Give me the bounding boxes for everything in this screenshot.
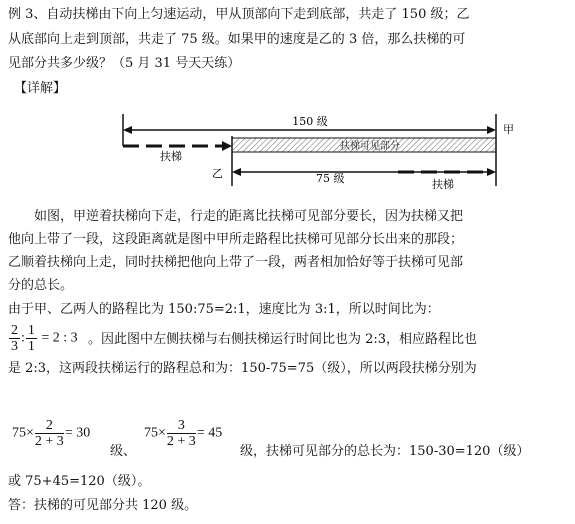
calc1-result: = 30: [64, 425, 91, 441]
ratio-fraction-b: [26, 323, 37, 354]
ratio-fraction-a: [9, 323, 20, 354]
ratio-b-denominator: 1: [27, 339, 35, 354]
problem-line-1: 例 3、自动扶梯由下向上匀速运动，甲从顶部向下走到底部，共走了 150 级；乙: [8, 7, 470, 22]
problem-line-2: 从底部向上走到顶部，共走了 75 级。如果甲的速度是乙的 3 倍，那么扶梯的可: [8, 32, 466, 47]
calc1-numerator: 2: [35, 418, 64, 434]
calc2-denominator: 2 + 3: [166, 434, 196, 449]
calc2-prefix: 75×: [144, 425, 166, 441]
explanation-line-6: 。因此图中左侧扶梯与右侧扶梯运行时间比也为 2:3，相应路程比也: [88, 332, 478, 347]
top-arrowhead-left: [123, 126, 132, 134]
person-a-label: 甲: [503, 123, 514, 136]
calc2-unit: 级，扶梯可见部分的总长为：150-30=120（级）: [240, 444, 530, 459]
escalator-diagram: [0, 100, 575, 200]
calc2-result: = 45: [196, 425, 223, 441]
calc2-fraction: [167, 418, 196, 449]
calc1-unit: 级、: [110, 444, 137, 459]
ratio-result: = 2 : 3: [41, 330, 78, 346]
visible-section-label: 扶梯可见部分: [340, 141, 400, 152]
top-length-label: 150 级: [292, 115, 328, 128]
explanation-line-2: 他向上带了一段，这段距离就是图中甲所走路程比扶梯可见部分长出来的那段；: [8, 232, 464, 247]
calc1-denominator: 2 + 3: [34, 434, 64, 449]
calc-left-segment: [12, 418, 90, 449]
solution-heading: 【详解】: [14, 81, 67, 96]
bottom-arrowhead-left: [232, 168, 241, 176]
ratio-colon: :: [21, 330, 25, 346]
ratio-a-denominator: 3: [11, 339, 18, 354]
left-escalator-arrowhead: [222, 141, 232, 151]
explanation-line-4: 分的总长。: [8, 278, 74, 293]
bottom-length-label: 75 级: [316, 172, 345, 185]
calc-right-segment: [144, 418, 222, 449]
person-b-label: 乙: [212, 167, 223, 180]
calc2-numerator: 3: [167, 418, 196, 434]
bottom-arrowhead-right: [487, 168, 496, 176]
answer-line: 答：扶梯的可见部分共 120 级。: [8, 498, 198, 513]
left-escalator-label: 扶梯: [160, 150, 182, 163]
calc1-fraction: [35, 418, 64, 449]
ratio-a-numerator: 2: [11, 323, 18, 338]
ratio-b-numerator: 1: [27, 323, 35, 338]
explanation-line-3: 乙顺着扶梯向上走，同时扶梯把他向上带了一段，两者相加恰好等于扶梯可见部: [8, 255, 464, 270]
explanation-line-5: 由于甲、乙两人的路程比为 150:75=2:1，速度比为 3:1，所以时间比为：: [8, 302, 440, 317]
time-ratio-expression: [8, 323, 78, 354]
problem-line-3: 见部分共多少级？（5 月 31 号天天练）: [8, 56, 241, 71]
right-escalator-label: 扶梯: [432, 178, 454, 191]
top-arrowhead-right: [487, 126, 496, 134]
calc1-prefix: 75×: [12, 425, 34, 441]
explanation-line-7: 是 2:3，这两段扶梯运行的路程总和为：150-75=75（级），所以两段扶梯分别为: [8, 361, 477, 376]
explanation-line-8: 或 75+45=120（级）。: [8, 474, 151, 489]
explanation-line-1: 如图，甲逆着扶梯向下走，行走的距离比扶梯可见部分要长，因为扶梯又把: [34, 209, 464, 224]
